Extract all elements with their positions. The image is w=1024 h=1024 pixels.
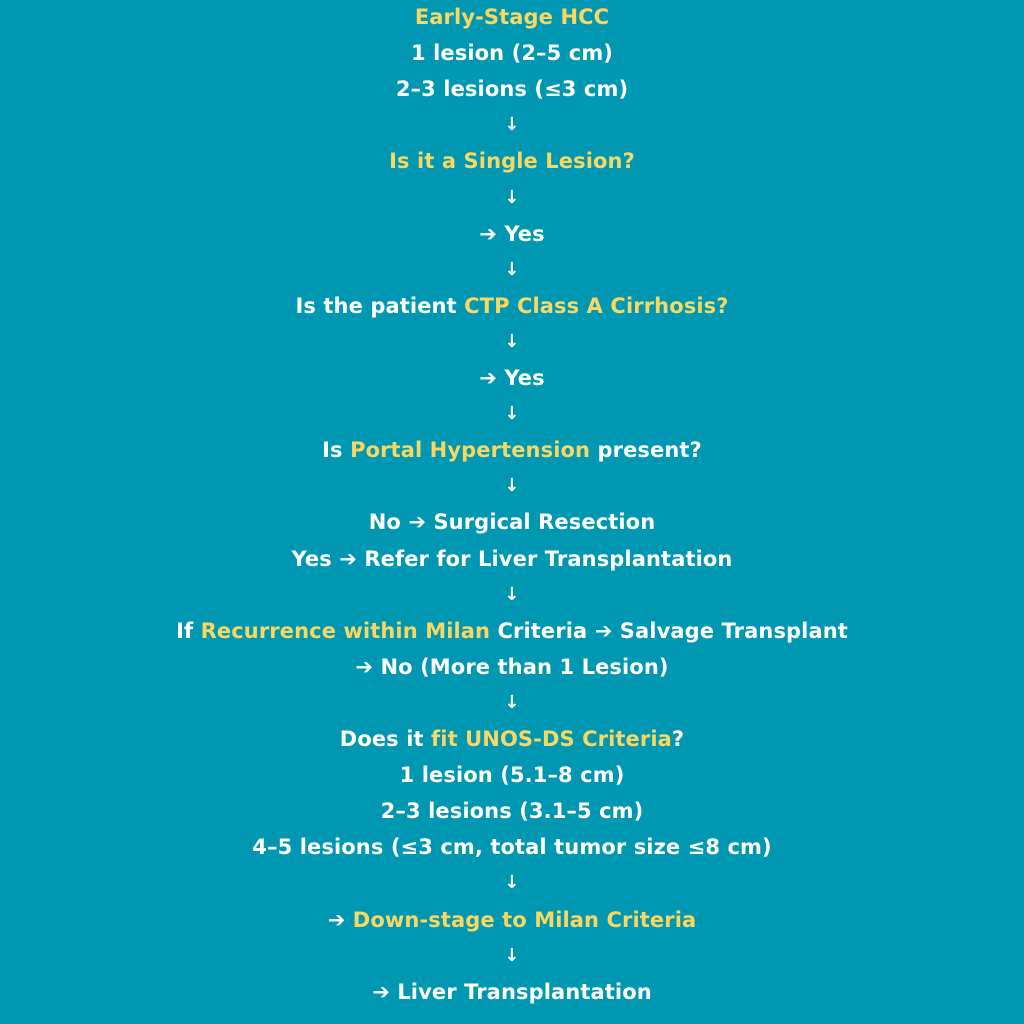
down-arrow-icon	[0, 252, 1024, 288]
down-arrow-icon	[0, 685, 1024, 721]
step-text: ↓	[504, 944, 520, 966]
flow-step	[0, 504, 1024, 540]
step-text: ➔ No (More than 1 Lesion)	[355, 654, 669, 679]
step-text: Does it	[339, 727, 432, 751]
flow-step	[0, 288, 1024, 324]
highlight-text: Early-Stage HCC	[414, 5, 610, 29]
step-text: ➔ Liver Transplantation	[372, 979, 652, 1004]
step-text: ↓	[504, 186, 520, 208]
flow-step	[0, 541, 1024, 577]
step-text: ?	[671, 727, 685, 751]
highlight-text: Is it a Single Lesion?	[389, 149, 635, 174]
step-text: 2–3 lesions (≤3 cm)	[395, 77, 629, 102]
step-text: Is the patient	[295, 293, 465, 318]
down-arrow-icon	[0, 468, 1024, 504]
down-arrow-icon	[0, 324, 1024, 360]
highlight-text: Recurrence within Milan	[200, 618, 491, 643]
step-text: ↓	[504, 330, 520, 352]
highlight-text: CTP Class A Cirrhosis?	[464, 293, 729, 318]
flow-step	[0, 432, 1024, 468]
step-text: 1 lesion (2–5 cm)	[410, 41, 613, 66]
flow-step	[0, 71, 1024, 107]
step-text: ↓	[504, 475, 520, 497]
flow-step	[0, 216, 1024, 252]
step-text: present?	[590, 438, 702, 463]
flow-step	[0, 649, 1024, 685]
step-text: 4–5 lesions (≤3 cm, total tumor size ≤8 cm)	[252, 835, 772, 860]
step-text: ↓	[504, 403, 520, 425]
flow-step	[0, 829, 1024, 865]
step-text: ↓	[504, 691, 520, 713]
down-arrow-icon	[0, 107, 1024, 143]
step-text: Yes ➔ Refer for Liver Transplantation	[291, 546, 733, 571]
flow-step	[0, 793, 1024, 829]
flow-step	[0, 902, 1024, 938]
flow-step	[0, 974, 1024, 1010]
highlight-text: Down-stage to Milan Criteria	[352, 907, 697, 932]
step-text: If	[176, 618, 201, 643]
step-text: No ➔ Surgical Resection	[368, 510, 656, 535]
flow-step	[0, 143, 1024, 179]
step-text: Is	[322, 438, 351, 463]
step-text: 1 lesion (5.1–8 cm)	[399, 763, 625, 788]
step-text: ↓	[504, 583, 520, 605]
flow-step	[0, 757, 1024, 793]
step-text: ➔ Yes	[479, 366, 545, 390]
down-arrow-icon	[0, 180, 1024, 216]
highlight-text: Portal Hypertension	[350, 438, 591, 463]
down-arrow-icon	[0, 577, 1024, 613]
step-text: Criteria ➔ Salvage Transplant	[490, 618, 848, 643]
down-arrow-icon	[0, 865, 1024, 901]
highlight-text: fit UNOS-DS Criteria	[431, 727, 672, 751]
flow-step	[0, 613, 1024, 649]
step-text: ↓	[504, 114, 520, 136]
down-arrow-icon	[0, 396, 1024, 432]
flow-step	[0, 721, 1024, 757]
flow-step	[0, 35, 1024, 71]
step-text: ↓	[504, 872, 520, 894]
step-text: ↓	[504, 258, 520, 280]
down-arrow-icon	[0, 938, 1024, 974]
flow-step	[0, 0, 1024, 35]
flow-step	[0, 360, 1024, 396]
step-text: 2–3 lesions (3.1–5 cm)	[380, 799, 644, 824]
step-text: ➔	[327, 907, 353, 932]
step-text: ➔ Yes	[479, 221, 545, 246]
